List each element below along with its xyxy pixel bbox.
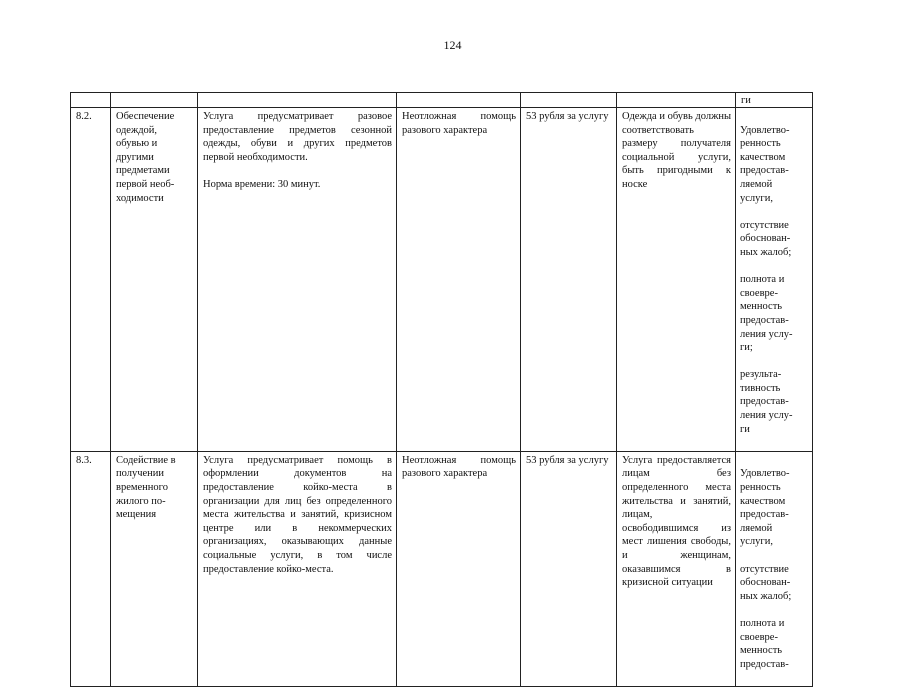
table-row: [71, 108, 813, 452]
service-name: Обеспечение одеждой, обувью и другими предметами первой необ- ходимости: [111, 108, 198, 452]
indicator-timeliness: полнота и своевре- менность предостав-: [740, 617, 789, 670]
services-table: [70, 92, 813, 687]
indicator-timeliness: полнота и своевре- менность предостав- ления услу- ги;: [740, 274, 793, 354]
service-name: Содействие в получении временного жилого по- мещения: [111, 451, 198, 686]
service-description: Услуга предусматривает разовое предоставление предметов сезонной одежды, обуви и других предметов первой необходимости.: [203, 111, 392, 163]
continuation-text: ги: [736, 93, 813, 108]
service-price: 53 рубля за услугу: [521, 451, 617, 686]
indicator-effectiveness: результа- тивность предостав- ления услу- ги: [740, 369, 793, 435]
service-description-cell: [198, 108, 397, 452]
service-conditions: Одежда и обувь должны соответствовать размеру получателя социальной услуги, быть пригодными к носке: [617, 108, 736, 452]
indicator-satisfaction: Удовлетво- ренность качеством предостав- ляемой услуги,: [740, 468, 790, 548]
service-price: 53 рубля за услугу: [521, 108, 617, 452]
service-conditions: Услуга предоставляется лицам без определенного места жительства и занятий, лицам, освободившимся из мест лишения свободы, и женщинам, оказавшимся в кризисной ситуации: [617, 451, 736, 686]
quality-indicators: [736, 451, 813, 686]
continuation-row: [71, 93, 813, 108]
page-number: 124: [443, 38, 462, 52]
service-description: Услуга предусматривает помощь в оформлении документов на предоставление койко-места в организации для лиц без определенного места жительства и занятий, кризисном центре или в некоммерческих организациях, оказывающих данные социальные услуги, в том числе предоставление койко-места.: [198, 451, 397, 686]
row-number: 8.3.: [71, 451, 111, 686]
service-form: Неотложная помощь разового характера: [397, 451, 521, 686]
table-row: [71, 451, 813, 686]
indicator-satisfaction: Удовлетво- ренность качеством предостав- ляемой услуги,: [740, 124, 790, 204]
quality-indicators: [736, 108, 813, 452]
service-form: Неотложная помощь разового характера: [397, 108, 521, 452]
indicator-complaints: отсутствие обоснован- ных жалоб;: [740, 219, 792, 258]
time-norm: Норма времени: 30 минут.: [203, 179, 321, 191]
indicator-complaints: отсутствие обоснован- ных жалоб;: [740, 563, 792, 602]
row-number: 8.2.: [71, 108, 111, 452]
